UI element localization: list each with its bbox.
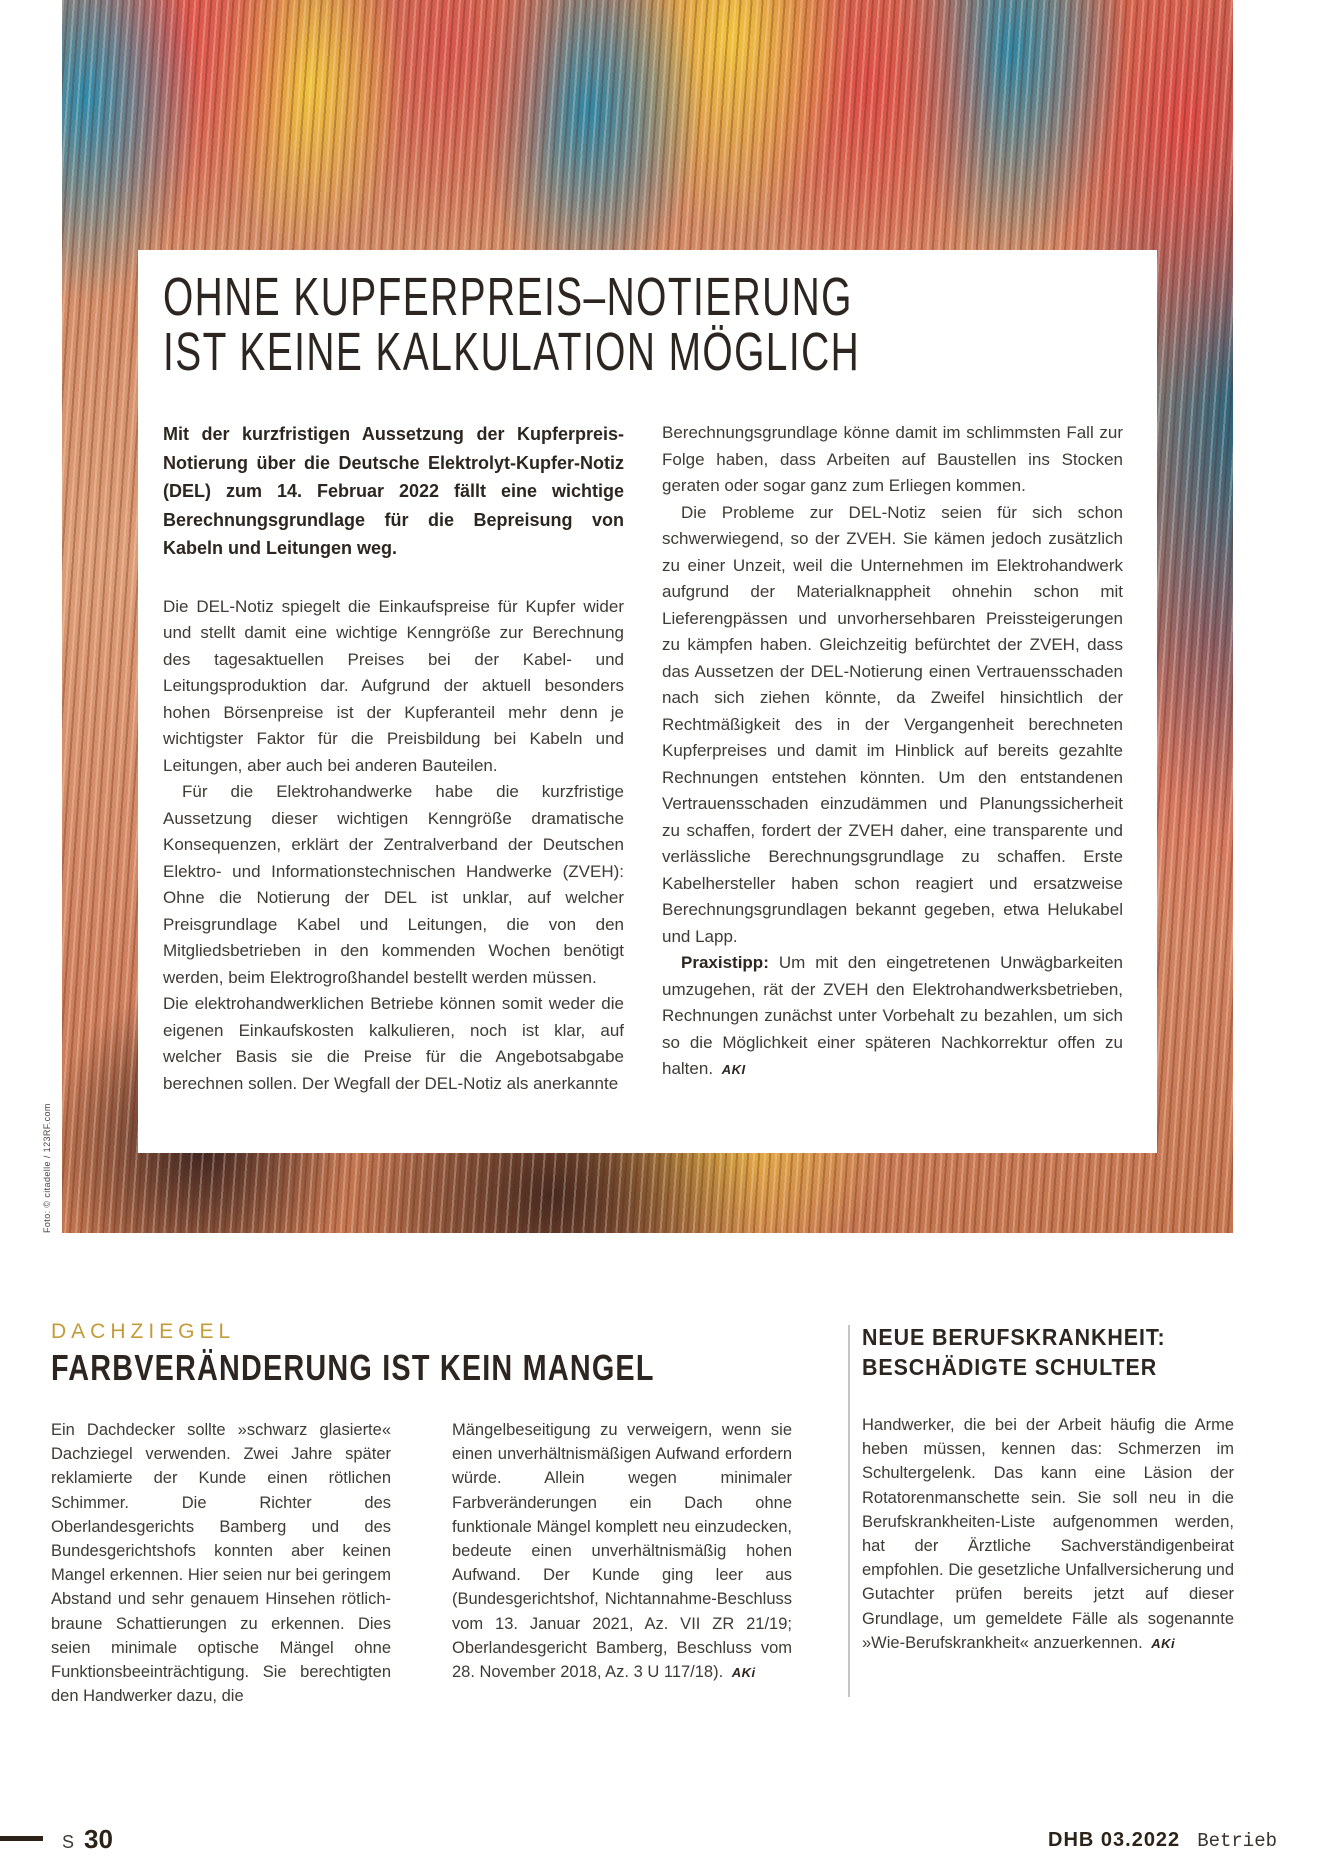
- roof-column-1: Ein Dachdecker sollte »schwarz glasierte« Dachziegel verwenden. Zwei Jahre später reklamierte der Kunde einen rötlichen Schimmer. Die Richter des Oberlandesgerichts Bamberg und des Bundesgerichtshofs konnten aber keinen Mangel erkennen. Hier seien nur bei geringem Abstand und sehr genauem Hinsehen rötlich-braune Schattierungen zu erkennen. Dies seien minimale optische Mängel ohne Funktionsbeeinträchtigung. Sie berechtigten den Handwerker dazu, die: [51, 1421, 391, 1706]
- paragraph: Die Probleme zur DEL-Notiz seien für sich schon schwerwiegend, so der ZVEH. Sie kämen jedoch zusätzlich zu einer Unzeit, weil die Unternehmen im Elektrohandwerk aufgrund der Materialknappheit ohnehin schon mit Lieferengpässen und unvorhersehbaren Preissteigerungen zu kämpfen haben. Gleichzeitig befürchtet der ZVEH, dass das Aussetzen der DEL-Notierung einen Vertrauensschaden nach sich ziehen könnte, da Zweifel hinsichtlich der Rechtmäßigkeit des in der Vergangenheit berechneten Kupferpreises und damit im Hinblick auf bereits gezahlte Rechnungen entstehen könnten. Um den entstandenen Vertrauensschaden einzudämmen und Planungssicherheit zu schaffen, fordert der ZVEH daher, eine transparente und verlässliche Berechnungsgrundlage zu schaffen. Erste Kabelhersteller haben schon reagiert und ersatzweise Berechnungsgrundlagen bekannt gegeben, etwa Helukabel und Lapp.: [662, 502, 1123, 946]
- shoulder-article-headline: NEUE BERUFSKRANKHEIT: BESCHÄDIGTE SCHULTER: [862, 1324, 1166, 1380]
- section-label: Betrieb: [1197, 1830, 1278, 1852]
- page-number: 30: [84, 1824, 113, 1854]
- paragraph: Für die Elektrohandwerke habe die kurzfristige Aussetzung dieser wichtigen Kenngröße dramatische Konsequenzen, erklärt der Zentralverband der Deutschen Elektro- und Informationstechnischen Handwerke (ZVEH): Ohne die Notierung der DEL ist unklar, auf welcher Preisgrundlage Kabel und Leitungen, die von den Mitgliedsbetrieben in den kommenden Wochen benötigt werden, beim Elektrogroßhandel bestellt werden müssen.: [163, 782, 624, 987]
- issue-label: DHB 03.2022: [1048, 1829, 1181, 1851]
- main-article-columns: [163, 420, 1122, 1097]
- main-article-column-right: [662, 420, 1123, 1097]
- page-prefix: S: [62, 1832, 76, 1852]
- author-mark: AKi: [1151, 1635, 1176, 1651]
- praxistipp-text: Um mit den eingetretenen Unwägbarkeiten umzugehen, rät der ZVEH den Elektrohandwerksbetrieben, Rechnungen zunächst unter Vorbehalt zu bezahlen, um sich so die Möglichkeit einer späteren Nachkorrektur offen zu halten.: [662, 953, 1123, 1078]
- photo-credit: Foto: © citadelle / 123RF.com: [42, 1103, 52, 1233]
- kicker-dachziegel: DACHZIEGEL: [51, 1320, 236, 1343]
- footer-rule: [0, 1836, 43, 1841]
- author-mark: AKi: [731, 1665, 756, 1681]
- shoulder-article-body: Handwerker, die bei der Arbeit häufig die Arme heben müssen, kennen das: Schmerzen im Schultergelenk. Das kann eine Läsion der Rotatorenmanschette sein. Sie soll neu in die Berufskrankheiten-Liste aufgenommen werden, hat der Ärztliche Sachverständigenbeirat empfohlen. Die gesetzliche Unfallversicherung und Gutachter prüfen bereits jetzt auf dieser Grundlage, um gemeldete Fälle als sogenannte »Wie-Berufskrankheit« anzuerkennen. AKi: [862, 1416, 1234, 1652]
- copper-wires-photo: [62, 0, 1233, 1233]
- roof-article-columns: [51, 1418, 792, 1708]
- article-divider: [848, 1325, 850, 1697]
- roof-column-2: Mängelbeseitigung zu verweigern, wenn sie einen unverhältnismäßigen Aufwand erfordern würde. Allein wegen minimaler Farbveränderungen ein Dach ohne funktionale Mängel komplett neu einzudecken, bedeute einen unverhältnismäßig hohen Aufwand. Der Kunde ging leer aus (Bundesgerichtshof, Nichtannahme-Beschluss vom 13. Januar 2021, Az. VII ZR 21/19; Oberlandesgericht Bamberg, Beschluss vom 28. November 2018, Az. 3 U 117/18). AKi: [452, 1421, 792, 1682]
- shoulder-article: [862, 1322, 1234, 1656]
- article-intro: Mit der kurzfristigen Aussetzung der Kupferpreis-Notierung über die Deutsche Elektrolyt-Kupfer-Notiz (DEL) zum 14. Februar 2022 fällt eine wichtige Berechnungsgrundlage für die Bepreisung von Kabeln und Leitungen weg.: [163, 424, 624, 558]
- headline-line-2: IST KEINE KALKULATION MÖGLICH: [163, 322, 861, 382]
- praxistipp-label: Praxistipp:: [681, 953, 769, 972]
- praxistipp-paragraph: [662, 950, 1123, 1084]
- main-article-headline: [163, 267, 1122, 382]
- main-article-panel: [138, 250, 1157, 1153]
- paragraph: Die DEL-Notiz spiegelt die Einkaufspreise für Kupfer wider und stellt damit eine wichtige Kenngröße zur Berechnung des tagesaktuellen Preises bei der Kabel- und Leitungsproduktion dar. Aufgrund der aktuell besonders hohen Börsenpreise ist der Kupferanteil mehr denn je wichtigster Faktor für die Preisbildung bei Kabeln und Leitungen, aber auch bei anderen Bauteilen.: [163, 596, 624, 775]
- headline-line-1: OHNE KUPFERPREIS–NOTIERUNG: [163, 267, 853, 327]
- footer-page-number: [62, 1824, 113, 1855]
- footer-issue: [1048, 1829, 1277, 1852]
- roof-article-headline: FARBVERÄNDERUNG IST KEIN MANGEL: [51, 1347, 655, 1388]
- paragraph: Die elektrohandwerklichen Betriebe können somit weder die eigenen Einkaufskosten kalkulieren, noch ist klar, auf welcher Basis sie die Preise für die Angebotsabgabe berechnen sollen. Der Wegfall der DEL-Notiz als anerkannte: [163, 994, 624, 1093]
- author-mark: AKI: [721, 1062, 746, 1077]
- main-article-column-left: [163, 420, 624, 1097]
- paragraph: Berechnungsgrundlage könne damit im schlimmsten Fall zur Folge haben, dass Arbeiten auf Baustellen ins Stocken geraten oder sogar ganz zum Erliegen kommen.: [662, 423, 1123, 495]
